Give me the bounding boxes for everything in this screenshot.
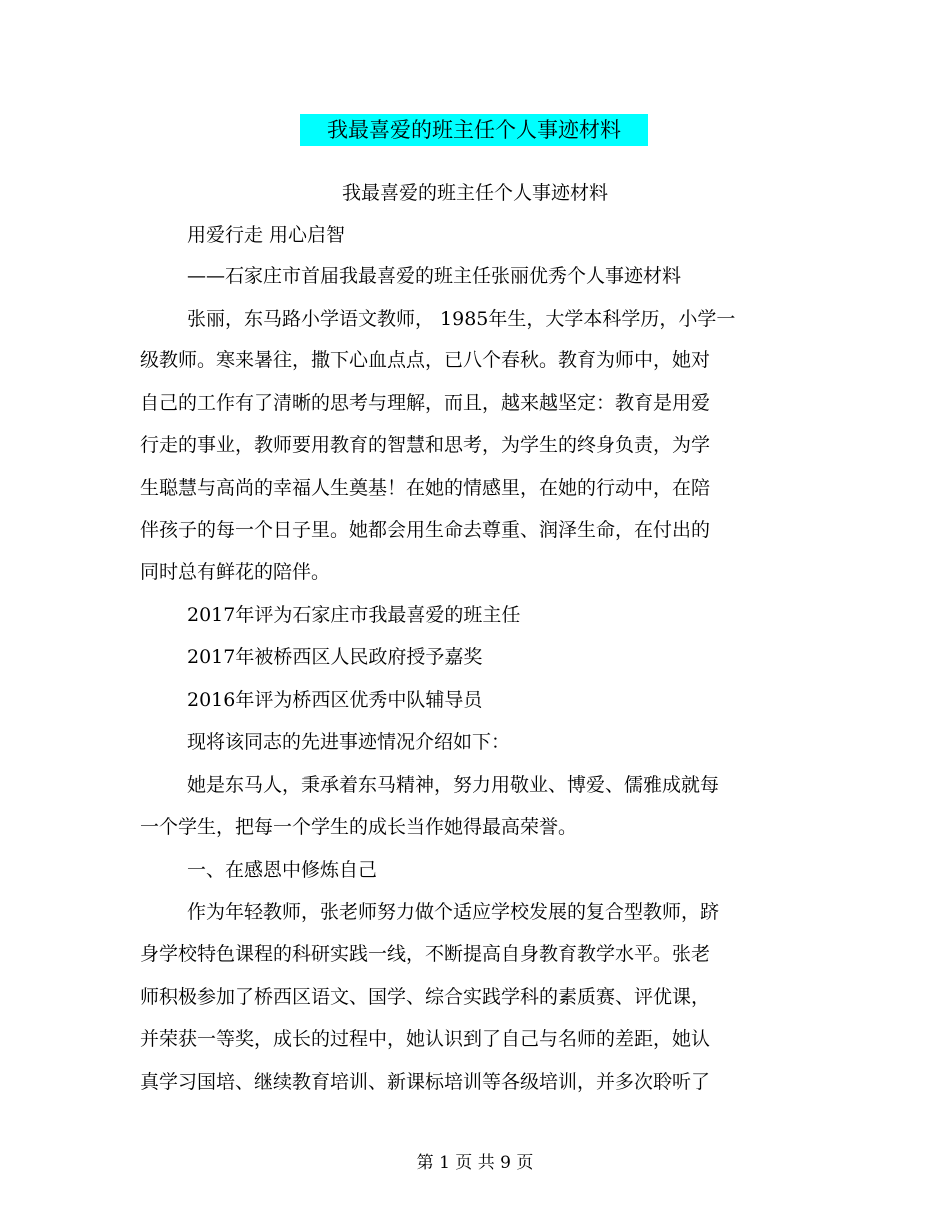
award-line: 2017年评为石家庄市我最喜爱的班主任 [187,604,521,626]
section-heading: 用爱行走 用心启智 [187,224,346,246]
subtitle: 我最喜爱的班主任个人事迹材料 [341,182,608,204]
paragraph-line: 伴孩子的每一个日子里。她都会用生命去尊重、润泽生命，在付出的 [140,519,711,541]
paragraph-line: 师积极参加了桥西区语文、国学、综合实践学科的素质赛、评优课， [140,986,711,1008]
paragraph-line: 并荣获一等奖，成长的过程中，她认识到了自己与名师的差距，她认 [140,1028,711,1050]
highlighted-title: 我最喜爱的班主任个人事迹材料 [300,114,648,146]
paragraph-line: 级教师。寒来暑往，撒下心血点点，已八个春秋。教育为师中，她对 [140,349,711,371]
paragraph-line: 现将该同志的先进事迹情况介绍如下： [187,731,511,753]
paragraph-line: 张丽，东马路小学语文教师， 1985年生，大学本科学历，小学一 [187,308,736,330]
byline: ——石家庄市首届我最喜爱的班主任张丽优秀个人事迹材料 [187,265,682,287]
award-line: 2016年评为桥西区优秀中队辅导员 [187,689,483,711]
paragraph-line: 一个学生，把每一个学生的成长当作她得最高荣誉。 [140,816,578,838]
paragraph-line: 行走的事业，教师要用教育的智慧和思考，为学生的终身负责，为学 [140,434,711,456]
paragraph-line: 同时总有鲜花的陪伴。 [140,561,331,583]
award-line: 2017年被桥西区人民政府授予嘉奖 [187,646,483,668]
paragraph-line: 自己的工作有了清晰的思考与理解，而且，越来越坚定：教育是用爱 [140,392,711,414]
paragraph-line: 她是东马人，秉承着东马精神，努力用敬业、博爱、儒雅成就每 [187,774,720,796]
section-heading: 一、在感恩中修炼自己 [187,859,378,881]
paragraph-line: 生聪慧与高尚的幸福人生奠基！在她的情感里，在她的行动中，在陪 [140,477,711,499]
paragraph-line: 真学习国培、继续教育培训、新课标培训等各级培训，并多次聆听了 [140,1071,711,1093]
page-footer: 第 1 页 共 9 页 [416,1153,534,1173]
paragraph-line: 作为年轻教师，张老师努力做个适应学校发展的复合型教师，跻 [187,901,720,923]
paragraph-line: 身学校特色课程的科研实践一线，不断提高自身教育教学水平。张老 [140,943,711,965]
